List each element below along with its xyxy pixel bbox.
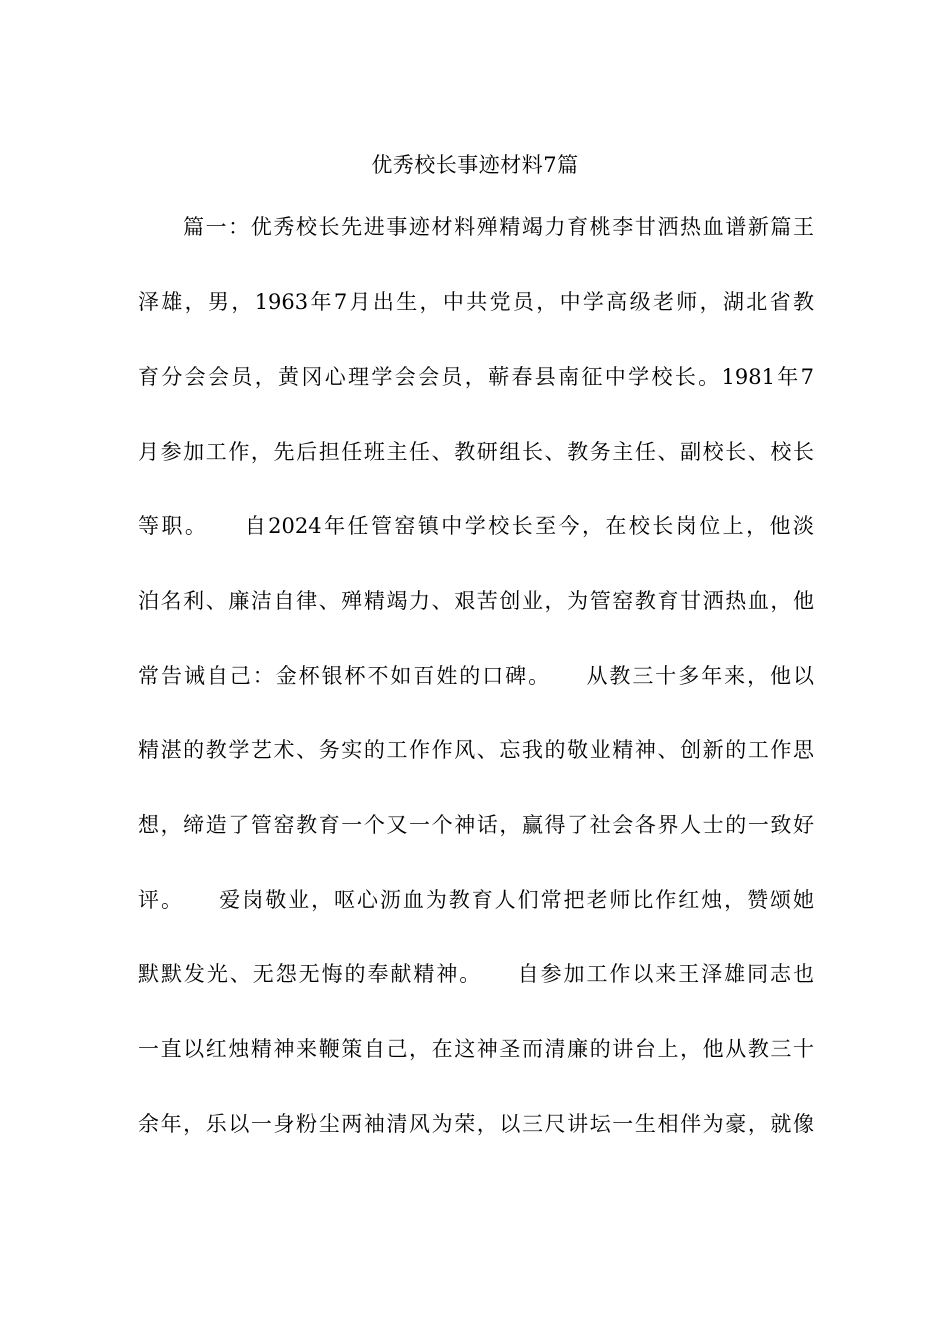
- paragraph-line: 泊名利、廉洁自律、殚精竭力、艰苦创业，为管窑教育甘洒热血，他: [138, 589, 814, 613]
- paragraph-line: 泽雄，男，1963年7月出生，中共党员，中学高级老师，湖北省教: [138, 290, 814, 314]
- paragraph-line: 篇一：优秀校长先进事迹材料殚精竭力育桃李甘洒热血谱新篇王: [183, 215, 814, 239]
- paragraph-line: 常告诫自己：金杯银杯不如百姓的口碑。 从教三十多年来，他以: [138, 664, 814, 688]
- paragraph-line: 想，缔造了管窑教育一个又一个神话，赢得了社会各界人士的一致好: [138, 813, 814, 837]
- paragraph-line: 一直以红烛精神来鞭策自己，在这神圣而清廉的讲台上，他从教三十: [138, 1037, 814, 1061]
- paragraph-line: 育分会会员，黄冈心理学会会员，蕲春县南征中学校长。1981年7: [138, 365, 814, 389]
- paragraph-line: 等职。 自2024年任管窑镇中学校长至今，在校长岗位上，他淡: [138, 514, 814, 538]
- paragraph-line: 评。 爱岗敬业，呕心沥血为教育人们常把老师比作红烛，赞颂她: [138, 888, 814, 912]
- paragraph-line: 余年，乐以一身粉尘两袖清风为荣，以三尺讲坛一生相伴为豪，就像: [138, 1112, 814, 1136]
- paragraph-line: 默默发光、无怨无悔的奉献精神。 自参加工作以来王泽雄同志也: [138, 962, 814, 986]
- document-title: 优秀校长事迹材料7篇: [371, 153, 579, 177]
- paragraph-line: 精湛的教学艺术、务实的工作作风、忘我的敬业精神、创新的工作思: [138, 738, 814, 762]
- paragraph-line: 月参加工作，先后担任班主任、教研组长、教务主任、副校长、校长: [138, 440, 814, 464]
